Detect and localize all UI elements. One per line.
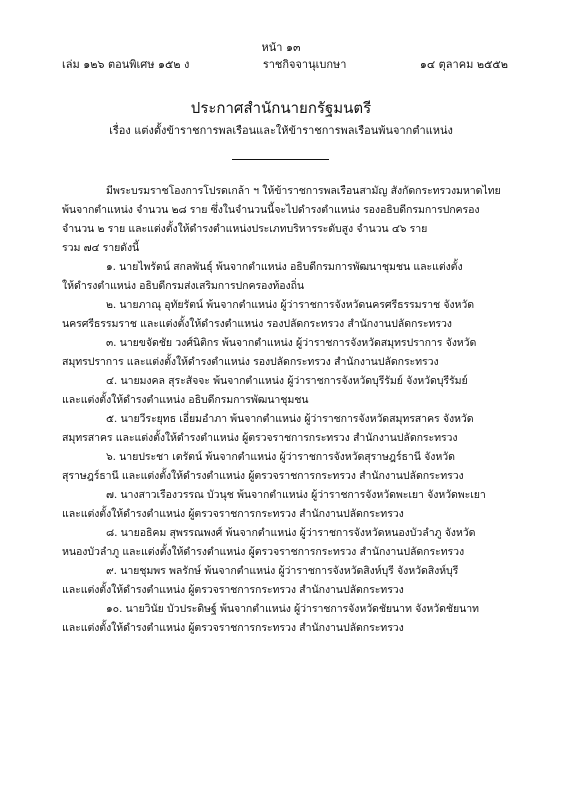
list-item [62,334,508,372]
item-line: ๘. นายอธิคม สุพรรณพงศ์ พ้นจากตำแหน่ง ผู้ว่าราชการจังหวัดหนองบัวลำภู จังหวัด [106,527,476,539]
document-body [62,182,508,638]
item-line: และแต่งตั้งให้ดำรงตำแหน่ง ผู้ตรวจราชการกระทรวง สำนักงานปลัดกระทรวง [62,508,404,520]
item-line: ๑. นายไพรัตน์ สกลพันธุ์ พ้นจากตำแหน่ง อธิบดีกรมการพัฒนาชุมชน และแต่งตั้ง [106,261,463,273]
document-title: ประกาศสำนักนายกรัฐมนตรี [190,99,372,117]
item-line: สมุทรปราการ และแต่งตั้งให้ดำรงตำแหน่ง รองปลัดกระทรวง สำนักงานปลัดกระทรวง [62,356,439,368]
list-item [62,562,508,600]
item-line: สมุทรสาคร และแต่งตั้งให้ดำรงตำแหน่ง ผู้ตรวจราชการกระทรวง สำนักงานปลัดกระทรวง [62,432,458,444]
item-line: ๖. นายประชา เตรัตน์ พ้นจากตำแหน่ง ผู้ว่าราชการจังหวัดสุราษฎร์ธานี จังหวัด [106,451,455,463]
gazette-name: ราชกิจจานุเบกษา [262,58,347,71]
document-subject: เรื่อง แต่งตั้งข้าราชการพลเรือนและให้ข้าราชการพลเรือนพ้นจากตำแหน่ง [109,124,453,137]
item-line: ๔. นายมงคล สุระสัจจะ พ้นจากตำแหน่ง ผู้ว่าราชการจังหวัดบุรีรัมย์ จังหวัดบุรีรัมย์ [106,375,468,387]
item-line: สุราษฎร์ธานี และแต่งตั้งให้ดำรงตำแหน่ง ผู้ตรวจราชการกระทรวง สำนักงานปลัดกระทรวง [62,470,464,482]
item-line: ๓. นายขจัดชัย วงศ์นิติกร พ้นจากตำแหน่ง ผู้ว่าราชการจังหวัดสมุทรปราการ จังหวัด [106,337,477,349]
item-line: ให้ดำรงตำแหน่ง อธิบดีกรมส่งเสริมการปกครองท้องถิ่น [62,280,305,292]
gazette-header [62,58,508,72]
list-item [62,410,508,448]
item-line: หนองบัวลำภู และแต่งตั้งให้ดำรงตำแหน่ง ผู้ตรวจราชการกระทรวง สำนักงานปลัดกระทรวง [62,546,465,558]
intro-line: จำนวน ๒ ราย และแต่งตั้งให้ดำรงตำแหน่งประเภทบริหารระดับสูง จำนวน ๔๖ ราย [62,223,428,235]
title-divider [232,159,329,160]
intro-line: พ้นจากตำแหน่ง จำนวน ๒๘ ราย ซึ่งในจำนวนนี้จะไปดำรงตำแหน่ง รองอธิบดีกรมการปกครอง [62,204,480,216]
item-line: และแต่งตั้งให้ดำรงตำแหน่ง อธิบดีกรมการพัฒนาชุมชน [62,394,309,406]
intro-line: มีพระบรมราชโองการโปรดเกล้า ฯ ให้ข้าราชการพลเรือนสามัญ สังกัดกระทรวงมหาดไทย [106,185,501,197]
item-line: และแต่งตั้งให้ดำรงตำแหน่ง ผู้ตรวจราชการกระทรวง สำนักงานปลัดกระทรวง [62,622,404,634]
item-line: นครศรีธรรมราช และแต่งตั้งให้ดำรงตำแหน่ง รองปลัดกระทรวง สำนักงานปลัดกระทรวง [62,318,452,330]
list-item [62,448,508,486]
item-line: ๒. นายภาณุ อุทัยรัตน์ พ้นจากตำแหน่ง ผู้ว่าราชการจังหวัดนครศรีธรรมราช จังหวัด [106,299,475,311]
intro-paragraph [62,182,508,258]
item-line: ๙. นายชุมพร พลรักษ์ พ้นจากตำแหน่ง ผู้ว่าราชการจังหวัดสิงห์บุรี จังหวัดสิงห์บุรี [106,565,459,577]
list-item [62,600,508,638]
item-line: และแต่งตั้งให้ดำรงตำแหน่ง ผู้ตรวจราชการกระทรวง สำนักงานปลัดกระทรวง [62,584,404,596]
item-line: ๗. นางสาวเรืองวรรณ บัวนุช พ้นจากตำแหน่ง ผู้ว่าราชการจังหวัดพะเยา จังหวัดพะเยา [106,489,486,501]
issue-date: ๑๔ ตุลาคม ๒๕๕๒ [419,58,508,71]
list-item [62,296,508,334]
list-item [62,486,508,524]
item-line: ๕. นายวีระยุทธ เอี่ยมอำภา พ้นจากตำแหน่ง ผู้ว่าราชการจังหวัดสมุทรสาคร จังหวัด [106,413,474,425]
item-line: ๑๐. นายวินัย บัวประดิษฐ์ พ้นจากตำแหน่ง ผู้ว่าราชการจังหวัดชัยนาท จังหวัดชัยนาท [106,603,479,615]
list-item [62,524,508,562]
intro-line: รวม ๗๔ รายดังนี้ [62,242,140,254]
list-item [62,372,508,410]
page-number: หน้า ๑๓ [261,41,301,54]
volume-info: เล่ม ๑๒๖ ตอนพิเศษ ๑๕๒ ง [62,58,190,71]
list-item [62,258,508,296]
